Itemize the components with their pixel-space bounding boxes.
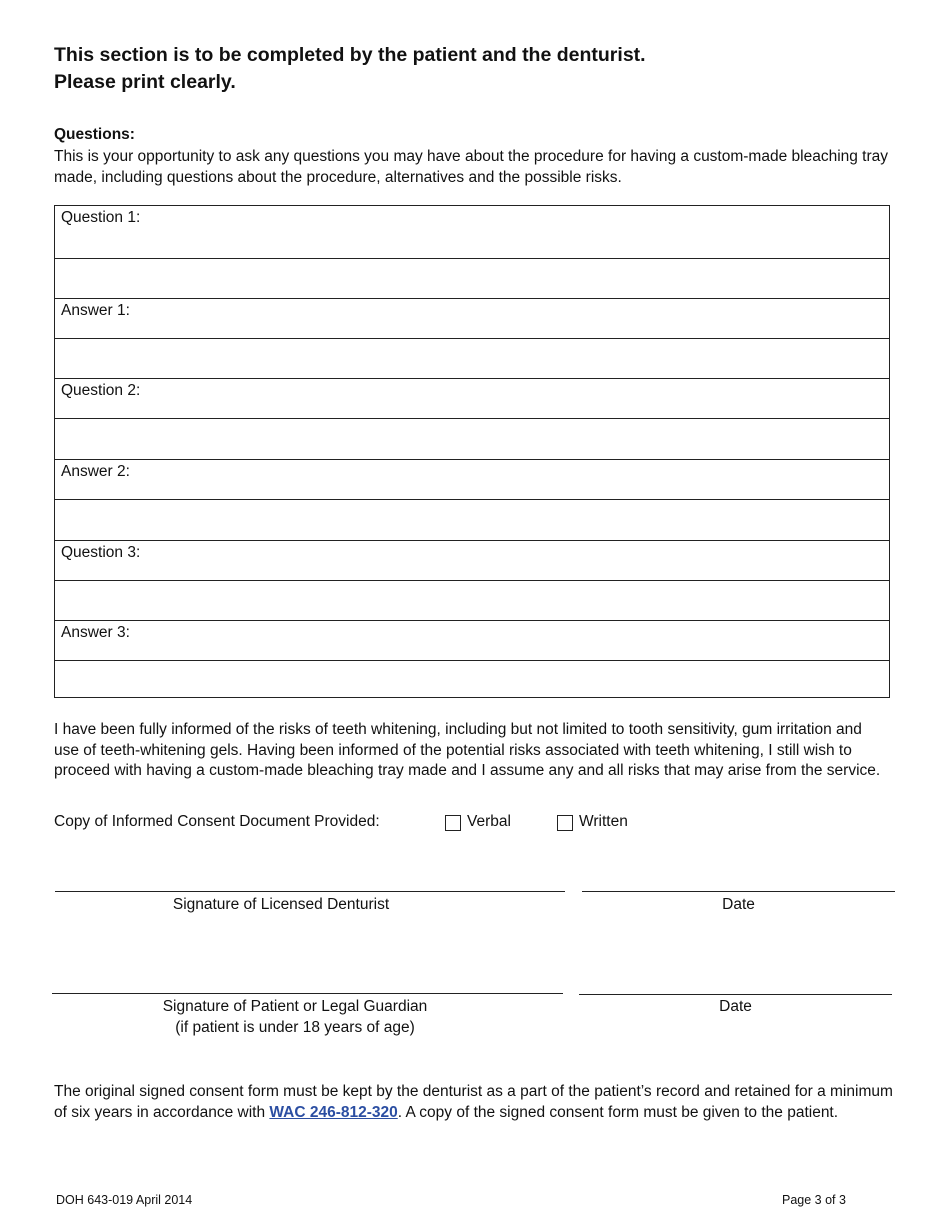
answer-1-label-row — [55, 298, 889, 338]
question-3-label-row — [55, 540, 889, 580]
patient-signature-label-line-1: Signature of Patient or Legal Guardian — [162, 998, 428, 1015]
copy-provided-label: Copy of Informed Consent Document Provided: — [54, 813, 380, 830]
denturist-signature-line[interactable] — [55, 891, 565, 892]
question-1-label: Question 1: — [61, 209, 141, 226]
page-number: Page 3 of 3 — [782, 1193, 846, 1207]
document-id: DOH 643-019 April 2014 — [56, 1193, 193, 1207]
answer-1-label: Answer 1: — [61, 302, 130, 319]
heading-line-2: Please print clearly. — [54, 71, 236, 93]
section-heading — [54, 42, 646, 96]
written-label: Written — [579, 813, 628, 830]
answer-2-label-row — [55, 459, 889, 499]
retention-note-text-before: The original signed consent form must be kept by the denturist as a part of the patient’s record and retained for a minimum of six years in accordance with — [54, 1083, 893, 1121]
questions-title: Questions: — [54, 126, 135, 143]
question-1-label-row — [55, 206, 889, 258]
answer-1-field[interactable] — [55, 338, 889, 378]
patient-signature-line[interactable] — [52, 993, 563, 994]
answer-2-field[interactable] — [55, 499, 889, 540]
denturist-signature-label: Signature of Licensed Denturist — [172, 896, 390, 913]
question-2-label-row — [55, 378, 889, 418]
answer-3-field[interactable] — [55, 660, 889, 697]
answer-2-label: Answer 2: — [61, 463, 130, 480]
questions-answers-table — [54, 205, 890, 698]
patient-date-label: Date — [719, 998, 752, 1015]
question-3-field[interactable] — [55, 580, 889, 620]
verbal-label: Verbal — [467, 813, 511, 830]
question-2-field[interactable] — [55, 418, 889, 459]
question-1-field[interactable] — [55, 258, 889, 298]
questions-intro: This is your opportunity to ask any questions you may have about the procedure for having a custom-made bleaching tray made, including questions about the procedure, alternatives and the possible risks. — [54, 148, 889, 186]
consent-statement: I have been fully informed of the risks of teeth whitening, including but not limited to tooth sensitivity, gum irritation and use of teeth-whitening gels. Having been informed of the potential risks associated with teeth whitening, I still wish to proceed with having a custom-made bleaching tray made and I assume any and all risks that may arise from the service. — [54, 721, 881, 779]
retention-note — [54, 1081, 894, 1123]
written-checkbox[interactable] — [557, 815, 573, 831]
patient-signature-label-line-2: (if patient is under 18 years of age) — [175, 1019, 415, 1036]
copy-provided-row — [54, 813, 754, 833]
question-2-label: Question 2: — [61, 382, 141, 399]
patient-signature-label — [52, 996, 538, 1038]
wac-link[interactable]: WAC 246-812-320 — [269, 1104, 398, 1121]
verbal-checkbox[interactable] — [445, 815, 461, 831]
denturist-date-label: Date — [722, 896, 755, 913]
heading-line-1: This section is to be completed by the patient and the denturist. — [54, 44, 646, 66]
answer-3-label: Answer 3: — [61, 624, 130, 641]
answer-3-label-row — [55, 620, 889, 660]
question-3-label: Question 3: — [61, 544, 141, 561]
patient-date-line[interactable] — [579, 994, 892, 995]
denturist-date-line[interactable] — [582, 891, 895, 892]
retention-note-text-after: . A copy of the signed consent form must be given to the patient. — [397, 1104, 839, 1121]
